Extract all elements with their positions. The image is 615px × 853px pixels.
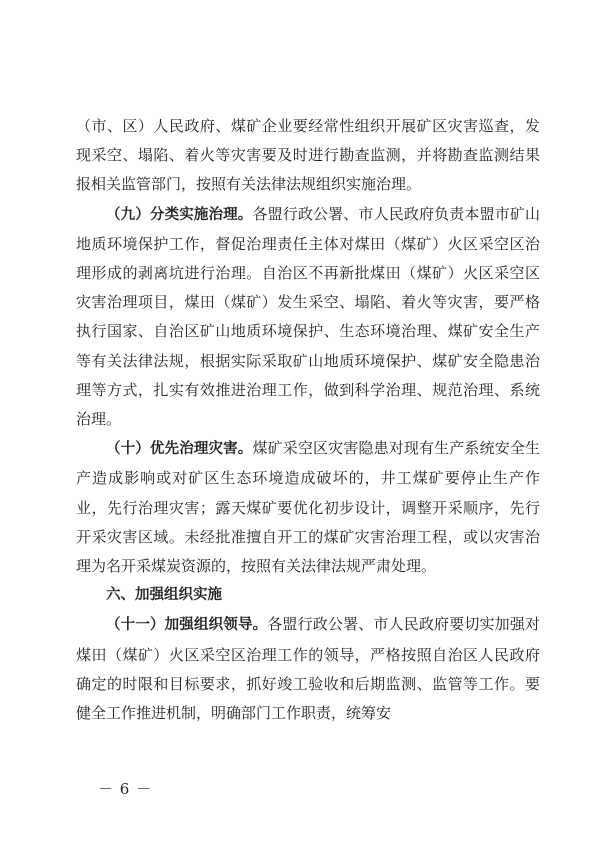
item-10-heading: （十）优先治理灾害。 [106,441,253,458]
paragraph-item-9 [76,200,540,435]
paragraph-item-10 [76,434,540,581]
page-number: － 6 － [98,780,153,798]
document-body [76,112,540,728]
paragraph-item-11 [76,610,540,728]
section-heading: 六、加强组织实施 [106,587,222,604]
item-9-text: 各盟行政公署、市人民政府负责本盟市矿山地质环境保护工作，督促治理责任主体对煤田（煤矿）火区采空区治理形成的剥离坑进行治理。自治区不再新批煤田（煤矿）火区采空区灾害治理项目，煤田（煤矿）发生采空、塌陷、着火等灾害，要严格执行国家、自治区矿山地质环境保护、生态环境治理、煤矿安全生产等有关法律法规，根据实际采取矿山地质环境保护、煤矿安全隐患治理等方式，扎实有效推进治理工作，做到科学治理、规范治理、系统治理。 [76,204,541,429]
item-10-text: 煤矿采空区灾害隐患对现有生产系统安全生产造成影响或对矿区生态环境造成破坏的，井工煤矿要停止生产作业，先行治理灾害；露天煤矿要优化初步设计，调整开采顺序，先行开采灾害区域。未经批准擅自开工的煤矿灾害治理工程，或以灾害治理为名开采煤炭资源的，按照有关法律法规严肃处理。 [76,439,541,576]
item-9-heading: （九）分类实施治理。 [106,206,253,223]
item-11-heading: （十一）加强组织领导。 [106,617,268,634]
paragraph-continuation [76,112,540,200]
item-11-text: 各盟行政公署、市人民政府要切实加强对煤田（煤矿）火区采空区治理工作的领导，严格按照自治区人民政府确定的时限和目标要求，抓好竣工验收和后期监测、监管等工作。要健全工作推进机制，明确部门工作职责，统筹安 [76,615,540,723]
paragraph-text: （市、区）人民政府、煤矿企业要经常性组织开展矿区灾害巡查，发现采空、塌陷、着火等灾害要及时进行勘查监测，并将勘查监测结果报相关监管部门，按照有关法律法规组织实施治理。 [76,117,540,194]
